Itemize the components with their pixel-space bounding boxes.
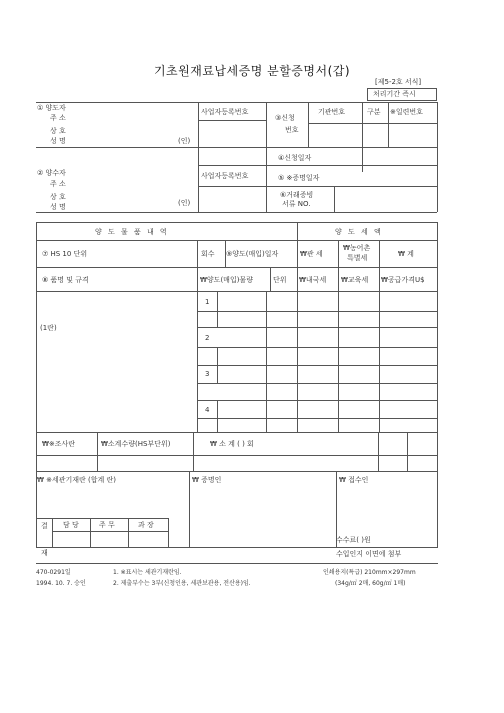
rule bbox=[36, 291, 438, 292]
investigator-label: ₩※조사란 bbox=[42, 440, 76, 448]
rural-tax-label-2: 특별세 bbox=[347, 254, 368, 262]
row-number: 2 bbox=[205, 334, 210, 342]
row-number: 1 bbox=[205, 298, 210, 306]
total-label: ₩ 계 bbox=[398, 250, 414, 258]
rule bbox=[197, 400, 438, 401]
rule bbox=[168, 518, 169, 547]
s1-address-label: 주 소 bbox=[50, 114, 66, 122]
approval-label-1: 결 bbox=[41, 522, 48, 530]
form-code: 470-0291일 bbox=[36, 569, 71, 576]
s1-seal: (인) bbox=[178, 137, 191, 145]
rule bbox=[193, 432, 194, 471]
rule bbox=[266, 212, 437, 213]
rule bbox=[297, 222, 298, 291]
item-spec-label: ⑧ 품명 및 규격 bbox=[42, 276, 89, 284]
s2-firm-label: 상 호 bbox=[50, 193, 66, 201]
transfer-date-label: ⑨양도(매입)일자 bbox=[226, 250, 279, 258]
customs-entry-label: ₩ ※세관기재란 (합계 란) bbox=[37, 476, 117, 484]
hs-code-label: ⑦ HS 10 단위 bbox=[42, 250, 88, 258]
s1-name-label: 성 명 bbox=[50, 137, 66, 145]
paper-weight: (34g/㎡ 2매, 60g/㎡ 1매) bbox=[335, 580, 406, 587]
s2-name-label: 성 명 bbox=[50, 203, 66, 211]
s2-address-label: 주 소 bbox=[50, 180, 66, 188]
count-label: 회수 bbox=[201, 250, 215, 258]
rule bbox=[266, 186, 437, 187]
rule bbox=[197, 311, 438, 312]
s2-label: ② 양수자 bbox=[37, 169, 66, 177]
rule bbox=[334, 186, 335, 212]
rule bbox=[308, 123, 437, 124]
rule bbox=[217, 347, 218, 383]
paper-spec: 인쇄용지(특급) 210mm×297mm bbox=[323, 569, 416, 576]
rule bbox=[36, 471, 438, 472]
s3-agency-no: 기관번호 bbox=[318, 108, 346, 116]
rule bbox=[338, 240, 339, 291]
s3-serial-no: ※일련번호 bbox=[390, 108, 423, 116]
rule bbox=[197, 347, 438, 348]
rule bbox=[36, 222, 438, 223]
approval-label-2: 재 bbox=[41, 549, 48, 557]
rule bbox=[36, 547, 438, 548]
receiver-label: ₩ 접수인 bbox=[339, 476, 369, 484]
tariff-label: ₩관 세 bbox=[300, 250, 323, 258]
goods-header: 양 도 물 품 내 역 bbox=[95, 228, 169, 236]
rule bbox=[189, 471, 190, 547]
rule bbox=[379, 240, 380, 291]
rule bbox=[36, 222, 37, 432]
s1-label: ① 양도자 bbox=[37, 104, 66, 112]
domestic-tax-label: ₩내국세 bbox=[299, 276, 327, 284]
s3-division: 구분 bbox=[367, 108, 381, 116]
rule bbox=[36, 563, 438, 564]
supply-price-label: ₩공급가격U$ bbox=[381, 276, 425, 284]
column-1-label: (1란) bbox=[40, 324, 57, 332]
rule bbox=[266, 291, 267, 432]
rule bbox=[36, 240, 438, 241]
row-number: 4 bbox=[205, 406, 210, 414]
unit-label: 단위 bbox=[273, 276, 287, 284]
fee-label: 수수료( )원 bbox=[336, 536, 371, 544]
rule bbox=[378, 432, 379, 471]
subtotal-qty-label: ₩소계수량(HS부단위) bbox=[101, 440, 171, 448]
s2-seal: (인) bbox=[178, 199, 191, 207]
rule bbox=[407, 432, 408, 471]
rule bbox=[36, 147, 266, 148]
rule bbox=[197, 365, 438, 366]
s3-label-1: ③신청 bbox=[275, 114, 295, 122]
rule bbox=[270, 267, 271, 291]
rule bbox=[36, 518, 168, 519]
rule bbox=[90, 518, 91, 547]
rule bbox=[198, 120, 266, 121]
rule bbox=[198, 186, 266, 187]
rule bbox=[128, 518, 129, 547]
rule bbox=[266, 165, 437, 166]
processing-period: 처리기간 즉시 bbox=[373, 90, 416, 98]
tax-header: 양 도 세 액 bbox=[335, 228, 383, 236]
s5-certification-date: ⑤ ※증명일자 bbox=[278, 174, 320, 182]
rule bbox=[36, 267, 438, 268]
rule bbox=[198, 102, 199, 212]
rule bbox=[36, 212, 266, 213]
rule bbox=[197, 383, 438, 384]
rule bbox=[338, 291, 339, 432]
rule bbox=[437, 102, 438, 212]
rule bbox=[52, 518, 53, 547]
rule bbox=[197, 240, 198, 432]
approval-date: 1994. 10. 7. 승인 bbox=[36, 580, 86, 587]
rural-tax-label-1: ₩농어촌 bbox=[343, 244, 371, 252]
s1-bizno-label: 사업자등록번호 bbox=[201, 108, 249, 116]
row-number: 3 bbox=[205, 370, 210, 378]
rule bbox=[266, 147, 437, 148]
document-title: 기초원재료납세증명 분할증명서(갑) bbox=[153, 64, 351, 78]
s3-label-2: 번호 bbox=[285, 126, 299, 134]
rule bbox=[379, 291, 380, 432]
rule bbox=[198, 165, 266, 166]
s2-bizno-label: 사업자등록번호 bbox=[201, 172, 249, 180]
manager-label: 주 무 bbox=[99, 521, 115, 529]
footnote-2: 2. 제출부수는 3부(신청인용, 세관보관용, 전산용)임. bbox=[113, 580, 251, 587]
s6-label-2: 서류 NO. bbox=[282, 200, 311, 208]
rule bbox=[297, 291, 298, 432]
rule bbox=[97, 432, 98, 471]
certifier-label: ₩ 증명인 bbox=[192, 476, 222, 484]
rule bbox=[217, 400, 218, 432]
rule bbox=[437, 222, 438, 547]
staff-label: 담 당 bbox=[63, 521, 79, 529]
rule bbox=[266, 102, 267, 212]
rule bbox=[52, 531, 168, 532]
rule bbox=[36, 432, 37, 547]
subtotal-count-label: ₩ 소 계 ( ) 회 bbox=[210, 440, 254, 448]
s4-application-date: ④신청일자 bbox=[278, 154, 312, 162]
s1-firm-label: 상 호 bbox=[50, 127, 66, 135]
footnote-1: 1. ※표시는 세관기재란임. bbox=[113, 569, 182, 576]
stamp-note: 수입인지 이면에 첨부 bbox=[336, 550, 402, 558]
rule bbox=[217, 291, 218, 327]
quantity-label: ₩양도(매입)물량 bbox=[200, 276, 253, 284]
rule bbox=[388, 102, 389, 147]
rule bbox=[197, 418, 438, 419]
rule bbox=[308, 102, 309, 147]
s6-label-1: ⑥거래증빙 bbox=[280, 191, 314, 199]
form-number: [제5-2호 서식] bbox=[375, 78, 422, 86]
education-tax-label: ₩교육세 bbox=[341, 276, 369, 284]
rule bbox=[362, 102, 363, 172]
section-chief-label: 과 장 bbox=[138, 521, 154, 529]
rule bbox=[36, 102, 438, 103]
rule bbox=[197, 327, 438, 328]
